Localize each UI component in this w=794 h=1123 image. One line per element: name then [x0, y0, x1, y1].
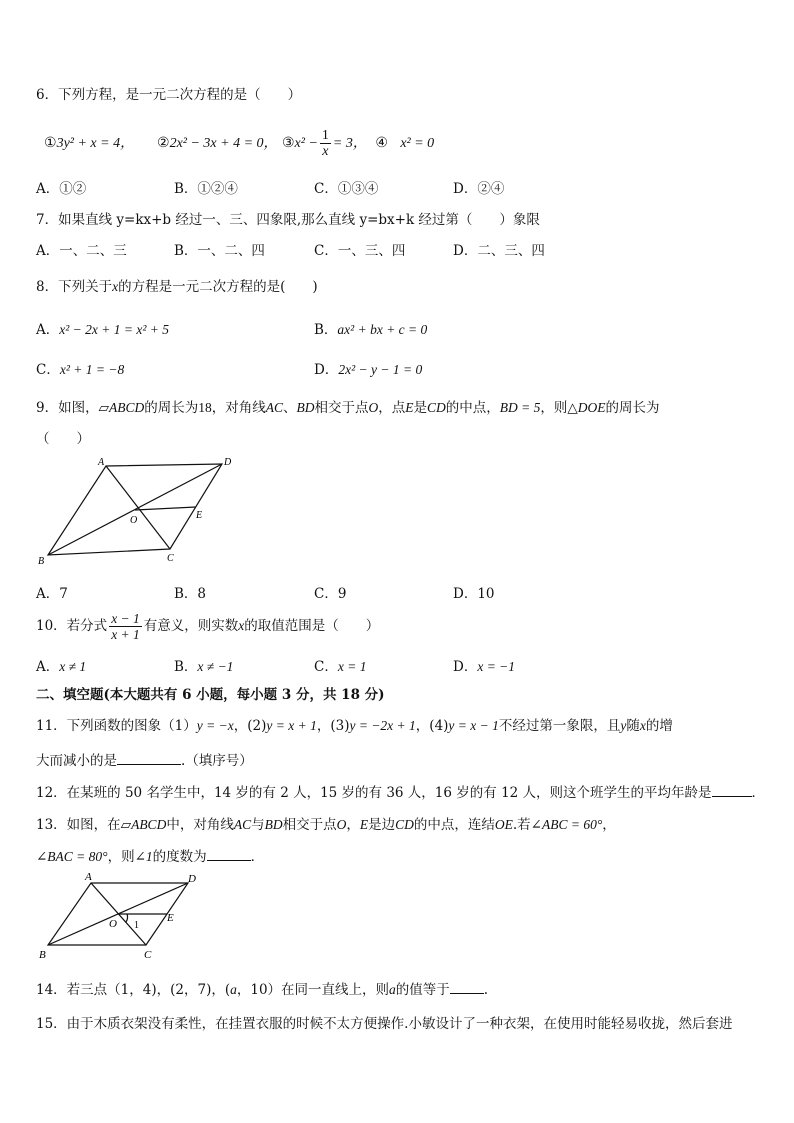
- q10-stem: [36, 608, 379, 644]
- q9-stem-text: 相交于点: [314, 400, 369, 416]
- q8-stem: [36, 275, 318, 295]
- q11-var-y: y: [620, 718, 627, 733]
- q11-text: 随: [626, 718, 640, 734]
- q13-angle-abc: ∠ABC = 60°: [530, 817, 603, 832]
- q9-segment-oe: [135, 507, 196, 510]
- q12-text: 12．在某班的 50 名学生中，14 岁的有 2 人，15 岁的有 36 人，16 岁的有 12 人，则这个班学生的平均年龄是: [36, 785, 712, 801]
- q9-triangle-doe: △DOE: [567, 400, 606, 415]
- q13-text: 13．如图，在: [36, 817, 121, 833]
- q10-stem-pre: 10．若分式: [36, 618, 108, 634]
- q10-option-d-eq: x = −1: [477, 659, 516, 674]
- q9-label-o: O: [130, 515, 138, 526]
- q11-line-2: [36, 749, 253, 769]
- q13-label-1: 1: [134, 920, 139, 931]
- q9-point-e: E: [405, 400, 414, 415]
- q11-text: 大而减小的是: [36, 753, 117, 769]
- q6-eq3-fraction: [320, 128, 331, 159]
- q10-stem-var: x: [238, 618, 245, 633]
- q13-point-o: O: [336, 817, 347, 832]
- q8-option-d: [314, 358, 422, 378]
- q10-option-b-eq: x ≠ −1: [197, 659, 234, 674]
- q10-option-c-label: C．: [314, 659, 338, 675]
- q8-option-b-eq: ax² + bx + c = 0: [337, 322, 428, 337]
- q13-end: ．: [250, 849, 265, 865]
- q13-label-a: A: [85, 871, 92, 883]
- q10-option-b-label: B．: [174, 659, 198, 675]
- q11-line-1: [36, 714, 673, 734]
- q9-perimeter-value: 18: [198, 400, 212, 415]
- q6-eq3-pre: x² −: [294, 136, 318, 151]
- q13-text: 的度数为: [152, 849, 207, 865]
- q13-label-o: O: [109, 918, 117, 930]
- q9-bd-length: BD = 5: [499, 400, 541, 415]
- q6-option-a: A．①②: [36, 181, 87, 197]
- q10-fraction-denominator: x + 1: [111, 627, 140, 642]
- q14-text: 的值等于: [395, 982, 450, 998]
- q9-diagonal-ac: AC: [265, 400, 283, 415]
- q9-figure: [36, 455, 246, 570]
- q11-text: .（填序号）: [181, 753, 253, 769]
- q9-label-a: A: [98, 457, 105, 468]
- q8-option-d-eq: 2x² − y − 1 = 0: [338, 362, 423, 377]
- q13-figure: [36, 870, 216, 962]
- q11-text: 的增: [645, 718, 673, 734]
- q11-text: 不经过第一象限，且: [498, 718, 621, 734]
- q6-option-d: D．②④: [453, 181, 505, 197]
- q9-stem-text: 是: [413, 400, 427, 416]
- q9-diagonal-bd: BD: [296, 400, 315, 415]
- q14-text: 14．若三点（1，4)，(2，7)，(: [36, 982, 231, 998]
- q13-line-1: [36, 813, 616, 833]
- q9-label-e: E: [196, 510, 203, 521]
- q10-stem-post: 的取值范围是（ ）: [244, 618, 380, 634]
- q13-angle-1: ∠1: [134, 849, 153, 864]
- q13-side-cd: CD: [395, 817, 414, 832]
- q13-text: 中，对角线: [166, 817, 234, 833]
- q8-stem-post: 的方程是一元二次方程的是( ): [118, 279, 318, 295]
- q13-text: 的中点，连结: [413, 817, 495, 833]
- q7-option-c: C．一、三、四: [314, 243, 406, 259]
- q9-option-a: A．7: [36, 586, 68, 602]
- q8-option-b: [314, 318, 427, 338]
- q11-function-2: y = x + 1: [266, 718, 317, 733]
- section-2-title: 二、填空题(本大题共有 6 小题，每小题 3 分，共 18 分): [36, 687, 385, 703]
- q9-stem-text: 9．如图，: [36, 400, 99, 416]
- q6-eq2: 2x² − 3x + 4 = 0，: [169, 136, 278, 151]
- q9-stem: [36, 396, 660, 416]
- q9-stem-text: 的周长为: [605, 400, 660, 416]
- q9-stem-text: ，点: [378, 400, 406, 416]
- q10-option-c: [314, 655, 366, 675]
- q6-eq4-mark: ④: [375, 135, 388, 151]
- q11-answer-blank[interactable]: [117, 752, 181, 765]
- q13-text: 与: [251, 817, 265, 833]
- q14-var-a: a: [230, 982, 237, 997]
- q13-parallelogram-name: ▱ABCD: [120, 817, 167, 832]
- q9-option-c: C．9: [314, 586, 347, 602]
- q9-stem-text: 的周长为: [144, 400, 199, 416]
- q6-equations: [44, 125, 434, 161]
- q6-eq1: 3y² + x = 4，: [56, 136, 135, 151]
- q6-eq3-numerator: 1: [321, 127, 329, 143]
- q14-line: [36, 978, 488, 998]
- q13-diagonal-bd: BD: [264, 817, 283, 832]
- q14-end: .: [483, 982, 489, 998]
- q6-option-b: B．①②④: [174, 181, 238, 197]
- q6-eq3-denominator: x: [322, 143, 329, 159]
- q11-text: ，(4): [415, 718, 449, 734]
- q14-text: ，10）在同一直线上，则: [236, 982, 390, 998]
- q10-fraction-numerator: x − 1: [111, 611, 140, 626]
- q9-stem-text: ，则: [540, 400, 568, 416]
- q9-label-b: B: [38, 556, 45, 567]
- q9-label-d: D: [224, 457, 232, 468]
- q9-stem-text: 、: [283, 400, 297, 416]
- q15-line: 15．由于木质衣架没有柔性，在挂置衣服的时候不太方便操作.小敏设计了一种衣架，在使用时能轻易收拢，然后套进: [36, 1016, 733, 1032]
- q11-function-3: y = −2x + 1: [349, 718, 416, 733]
- q12-answer-blank[interactable]: [712, 784, 752, 797]
- q13-answer-blank[interactable]: [207, 848, 251, 861]
- q10-option-a-label: A．: [36, 659, 60, 675]
- q13-text: .若: [512, 817, 531, 833]
- q9-parallelogram-name: ▱ABCD: [98, 400, 145, 415]
- q10-option-b: [174, 655, 233, 675]
- q13-text: 是边: [368, 817, 396, 833]
- q13-segment-oe: OE: [494, 817, 513, 832]
- q9-option-b: B．8: [174, 586, 207, 602]
- q10-option-a: [36, 655, 86, 675]
- q14-var-a: a: [389, 982, 396, 997]
- q6-eq2-mark: ②: [157, 135, 170, 151]
- q10-option-d: [453, 655, 515, 675]
- q9-option-d: D．10: [453, 586, 495, 602]
- q6-eq1-mark: ①: [44, 135, 57, 151]
- q10-option-c-eq: x = 1: [337, 659, 367, 674]
- q9-stem-continuation: （ ）: [36, 431, 90, 447]
- q7-option-b: B．一、二、四: [174, 243, 265, 259]
- q11-text: ，(3): [316, 718, 350, 734]
- q9-point-o: O: [368, 400, 379, 415]
- q13-angle-1-arc: [126, 914, 128, 922]
- q11-text: ，(2): [233, 718, 267, 734]
- q13-label-b: B: [39, 949, 46, 961]
- q12-line: [36, 781, 765, 801]
- q13-label-e: E: [167, 912, 174, 924]
- q13-label-d: D: [188, 873, 196, 885]
- q13-angle-bac: ∠BAC = 80°: [36, 849, 108, 864]
- q8-option-c-eq: x² + 1 = −8: [59, 362, 125, 377]
- q9-label-c: C: [167, 553, 174, 564]
- q12-end: ．: [751, 785, 766, 801]
- q6-stem: 6．下列方程，是一元二次方程的是（ ）: [36, 87, 302, 103]
- q7-option-a: A．一、二、三: [36, 243, 127, 259]
- q8-stem-pre: 8．下列关于: [36, 279, 113, 295]
- q8-option-a-label: A．: [36, 322, 60, 338]
- q11-function-4: y = x − 1: [448, 718, 499, 733]
- q8-option-b-label: B．: [314, 322, 338, 338]
- q13-text: ，: [602, 817, 616, 833]
- q13-label-c: C: [144, 949, 152, 961]
- q6-eq3-mark: ③: [281, 135, 295, 151]
- q11-var-x: x: [639, 718, 646, 733]
- q8-option-a-eq: x² − 2x + 1 = x² + 5: [59, 322, 170, 337]
- q7-option-d: D．二、三、四: [453, 243, 545, 259]
- q9-stem-text: 的中点，: [445, 400, 500, 416]
- q11-function-1: y = −x: [196, 718, 234, 733]
- q6-option-c: C．①③④: [314, 181, 379, 197]
- q8-stem-var: x: [112, 279, 119, 294]
- q10-fraction: [109, 611, 142, 642]
- q11-text: 11．下列函数的图象（1）: [36, 718, 197, 734]
- q13-line-2: [36, 845, 264, 865]
- q13-text: ，则: [107, 849, 135, 865]
- q13-text: 相交于点: [282, 817, 337, 833]
- q10-option-a-eq: x ≠ 1: [59, 659, 87, 674]
- q6-eq4: x² = 0: [400, 136, 435, 151]
- q14-answer-blank[interactable]: [450, 981, 484, 994]
- q10-option-d-label: D．: [453, 659, 478, 675]
- q9-side-cd: CD: [427, 400, 446, 415]
- q13-text: ，: [346, 817, 360, 833]
- q13-diagonal-ac: AC: [233, 817, 252, 832]
- q7-stem: 7．如果直线 y=kx+b 经过一、三、四象限,那么直线 y=bx+k 经过第（ ）象限: [36, 212, 540, 228]
- q8-option-c: [36, 358, 124, 378]
- q6-eq3-post: = 3，: [332, 136, 367, 151]
- q9-stem-text: ，对角线: [211, 400, 266, 416]
- q8-option-a: [36, 318, 169, 338]
- q10-stem-mid: 有意义，则实数: [143, 618, 239, 634]
- q8-option-d-label: D．: [314, 362, 339, 378]
- q13-point-e: E: [359, 817, 369, 832]
- q8-option-c-label: C．: [36, 362, 60, 378]
